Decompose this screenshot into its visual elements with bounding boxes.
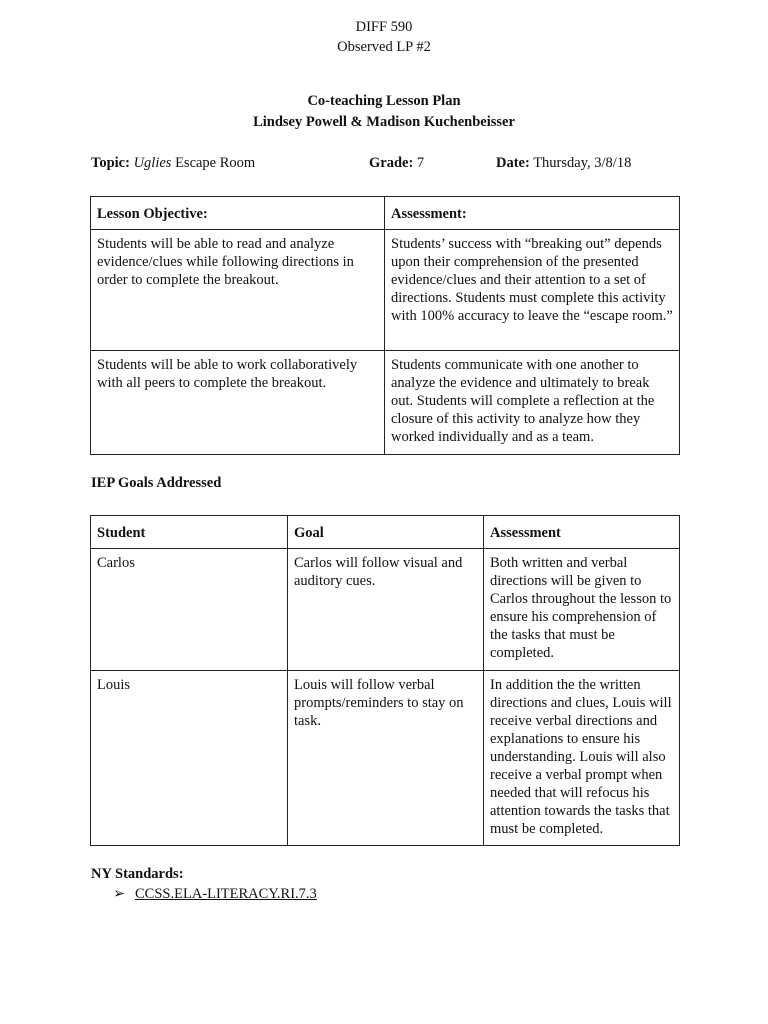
table-row	[91, 230, 680, 351]
date-field	[496, 155, 631, 172]
objective-cell: Students will be able to read and analyze evidence/clues while following directions in order to complete the breakout.	[91, 230, 385, 351]
iep-goals-heading: IEP Goals Addressed	[91, 475, 222, 491]
objective-cell: Students will be able to work collaboratively with all peers to complete the breakout.	[91, 351, 385, 455]
grade-value: 7	[413, 155, 425, 171]
authors: Lindsey Powell & Madison Kuchenbeisser	[253, 114, 515, 130]
assessment-cell: In addition the the written directions and clues, Louis will receive verbal directions and explanations to ensure his understanding. Louis will also receive a verbal prompt when needed that will refocus his attention towards the tasks that must be completed.	[484, 671, 680, 846]
table-header-row	[91, 516, 680, 549]
ny-standards-heading: NY Standards:	[91, 866, 184, 882]
goal-cell: Carlos will follow visual and auditory cues.	[288, 549, 484, 671]
observed-label: Observed LP #2	[337, 39, 431, 55]
date-value: Thursday, 3/8/18	[529, 155, 632, 171]
student-cell: Louis	[91, 671, 288, 846]
column-header-goal: Goal	[288, 516, 484, 549]
column-header-assessment: Assessment:	[385, 197, 680, 230]
column-header-assessment: Assessment	[484, 516, 680, 549]
topic-label: Topic:	[91, 155, 130, 171]
column-header-objective: Lesson Objective:	[91, 197, 385, 230]
goal-cell: Louis will follow verbal prompts/reminders to stay on task.	[288, 671, 484, 846]
assessment-cell: Students communicate with one another to analyze the evidence and ultimately to break out. Students will complete a reflection at the closure of this activity to analyze how they worked individually and as a team.	[385, 351, 680, 455]
date-label: Date:	[496, 155, 530, 171]
topic-field	[91, 155, 255, 172]
assessment-cell: Students’ success with “breaking out” depends upon their comprehension of the presented evidence/clues and their attention to a set of directions. Students must complete this activity with 100% accuracy to leave the “escape room.”	[385, 230, 680, 351]
lesson-info-row	[91, 155, 691, 175]
table-row	[91, 671, 680, 846]
iep-goals-table	[90, 515, 680, 846]
table-header-row	[91, 197, 680, 230]
standard-link[interactable]: CCSS.ELA-LITERACY.RI.7.3	[135, 886, 317, 902]
course-code: DIFF 590	[355, 19, 413, 35]
standard-list-item	[113, 886, 317, 903]
table-row	[91, 351, 680, 455]
arrow-bullet-icon: ➢	[113, 886, 126, 902]
grade-field	[369, 155, 424, 172]
topic-value: Escape Room	[171, 155, 256, 171]
assessment-cell: Both written and verbal directions will be given to Carlos throughout the lesson to ensure his comprehension of the tasks that must be completed.	[484, 549, 680, 671]
page-title: Co-teaching Lesson Plan	[307, 93, 461, 109]
student-cell: Carlos	[91, 549, 288, 671]
grade-label: Grade:	[369, 155, 414, 171]
column-header-student: Student	[91, 516, 288, 549]
objectives-table	[90, 196, 680, 455]
topic-title-italic: Uglies	[133, 155, 172, 171]
table-row	[91, 549, 680, 671]
